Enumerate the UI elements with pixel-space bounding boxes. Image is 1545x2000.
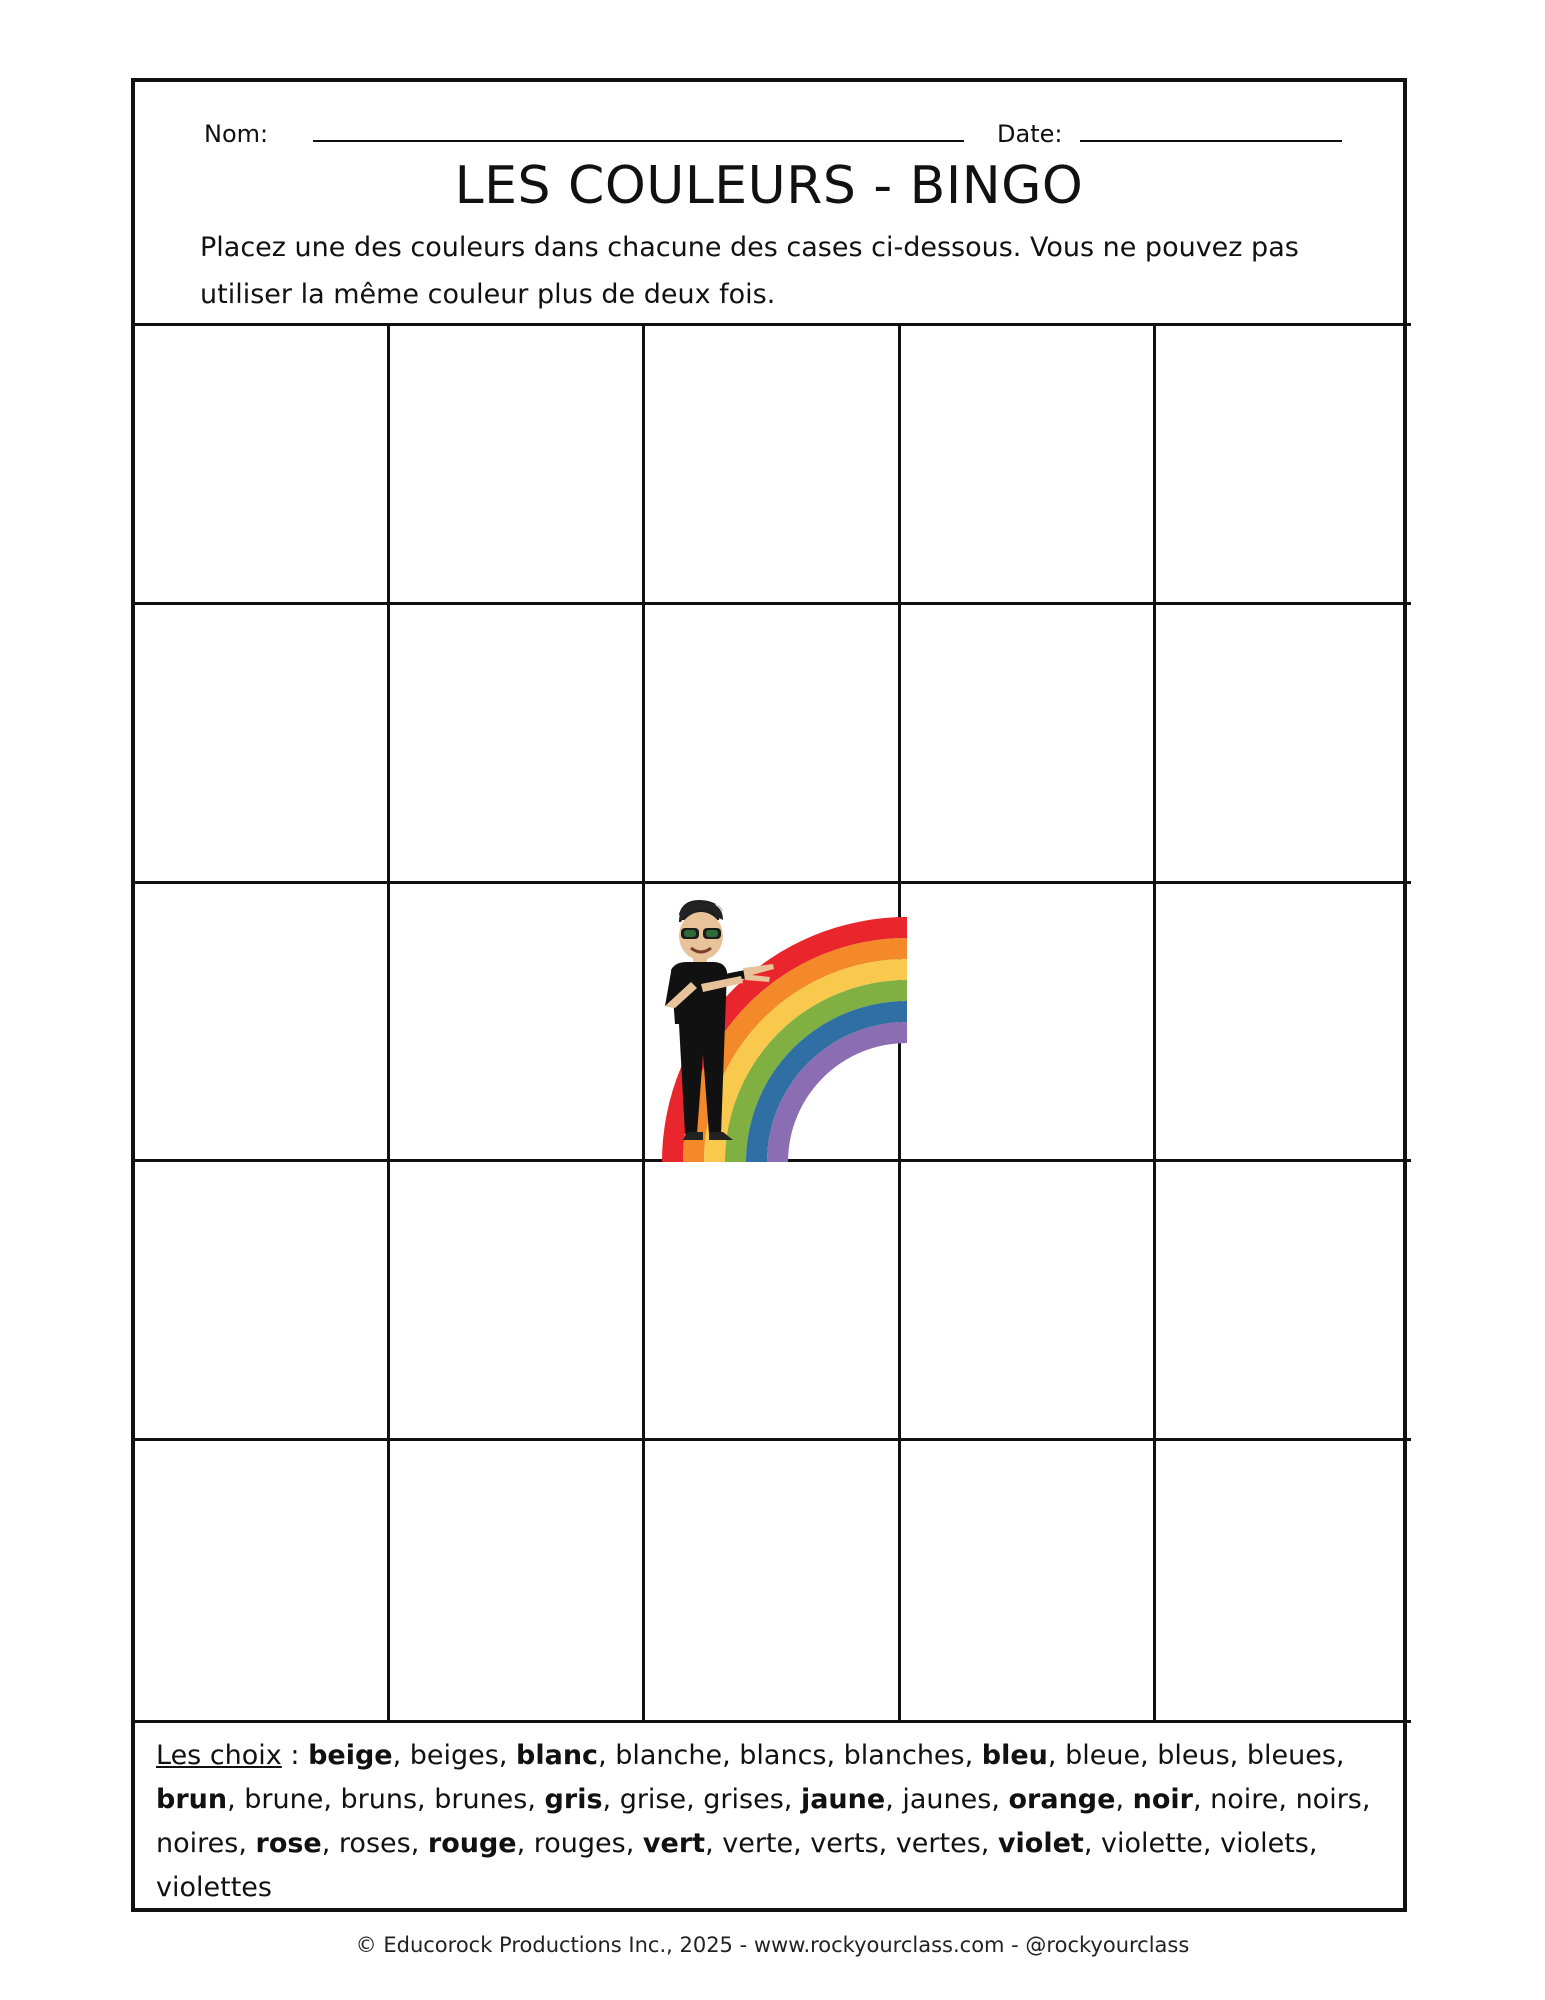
color-choice: blanches: [843, 1740, 965, 1771]
color-choice: beige: [308, 1740, 393, 1771]
choices-list: [156, 1734, 1396, 1910]
color-choice: vertes: [895, 1828, 981, 1859]
color-choice: grise: [619, 1784, 687, 1815]
color-choice: noire: [1210, 1784, 1279, 1815]
bingo-cell[interactable]: [901, 605, 1156, 884]
bingo-cell[interactable]: [645, 1441, 900, 1720]
choices-separator: :: [281, 1740, 309, 1771]
color-choice: beiges: [409, 1740, 499, 1771]
worksheet-header: [135, 82, 1403, 323]
color-choice: brun: [156, 1784, 228, 1815]
bingo-cell[interactable]: [901, 1441, 1156, 1720]
color-choice: grises: [703, 1784, 784, 1815]
color-choice: bleu: [981, 1740, 1048, 1771]
color-choice: blanche: [615, 1740, 723, 1771]
bingo-cell[interactable]: [135, 326, 390, 605]
color-choice: bleus: [1157, 1740, 1230, 1771]
color-choice: verts: [810, 1828, 879, 1859]
color-choice: vert: [642, 1828, 706, 1859]
bingo-cell[interactable]: [1156, 1162, 1411, 1441]
color-choice: orange: [1008, 1784, 1116, 1815]
bingo-cell[interactable]: [1156, 326, 1411, 605]
bingo-cell[interactable]: [135, 1162, 390, 1441]
color-choice: blancs: [739, 1740, 827, 1771]
page-title: LES COULEURS - BINGO: [454, 156, 1084, 216]
bingo-cell[interactable]: [390, 326, 645, 605]
color-choice: bruns: [340, 1784, 418, 1815]
instructions: Placez une des couleurs dans chacune des cases ci-dessous. Vous ne pouvez pas utiliser la même couleur plus de deux fois.: [200, 232, 1299, 310]
color-choice: bleue: [1065, 1740, 1141, 1771]
bingo-cell[interactable]: [645, 1162, 900, 1441]
bingo-free-cell[interactable]: [645, 884, 900, 1163]
color-choice: noir: [1132, 1784, 1193, 1815]
color-choice: rouges: [533, 1828, 626, 1859]
color-choice: jaunes: [902, 1784, 992, 1815]
bingo-cell[interactable]: [1156, 1441, 1411, 1720]
bingo-cell[interactable]: [1156, 884, 1411, 1163]
color-choice: brune: [244, 1784, 324, 1815]
bingo-cell[interactable]: [135, 1441, 390, 1720]
worksheet: [131, 78, 1407, 1912]
bingo-cell[interactable]: [901, 326, 1156, 605]
bingo-cell[interactable]: [901, 884, 1156, 1163]
bingo-cell[interactable]: [390, 884, 645, 1163]
color-choice: rouge: [427, 1828, 517, 1859]
bingo-cell[interactable]: [135, 605, 390, 884]
color-choice: violette: [1101, 1828, 1203, 1859]
date-field[interactable]: [1080, 140, 1342, 142]
bingo-grid: [131, 323, 1411, 1723]
copyright-footer: © Educorock Productions Inc., 2025 - www.rockyourclass.com - @rockyourclass: [355, 1933, 1190, 1957]
bingo-cell[interactable]: [390, 1162, 645, 1441]
color-choice: violet: [997, 1828, 1084, 1859]
bingo-cell[interactable]: [135, 884, 390, 1163]
color-choice: blanc: [516, 1740, 599, 1771]
bingo-cell[interactable]: [645, 326, 900, 605]
bingo-cell[interactable]: [645, 605, 900, 884]
name-field[interactable]: [313, 140, 964, 142]
color-choice: gris: [544, 1784, 603, 1815]
date-label: Date:: [997, 120, 1063, 148]
bingo-cell[interactable]: [390, 605, 645, 884]
color-choice: rose: [255, 1828, 322, 1859]
choices-words: beige, beiges, blanc, blanche, blancs, blanches, bleu, bleue, bleus, bleues, brun, brune, bruns, brunes, gris, grise, grises, jaune, jaunes, orange, noir, noire, noirs, noires, rose, roses, rouge, rouges, vert, verte, verts, vertes, violet, violette, violets, violettes: [156, 1740, 1371, 1903]
color-choice: brunes: [434, 1784, 528, 1815]
color-choice: roses: [338, 1828, 411, 1859]
color-choice: jaune: [800, 1784, 886, 1815]
color-choice: noires: [156, 1828, 239, 1859]
name-label: Nom:: [204, 120, 269, 148]
color-choice: verte: [722, 1828, 794, 1859]
bingo-cell[interactable]: [1156, 605, 1411, 884]
color-choice: violettes: [156, 1872, 272, 1903]
bingo-cell[interactable]: [390, 1441, 645, 1720]
choices-label: Les choix: [156, 1740, 282, 1771]
rainbow-person-illustration: [657, 892, 907, 1162]
bingo-cell[interactable]: [901, 1162, 1156, 1441]
color-choice: noirs: [1295, 1784, 1362, 1815]
color-choice: bleues: [1246, 1740, 1336, 1771]
color-choice: violets: [1220, 1828, 1309, 1859]
